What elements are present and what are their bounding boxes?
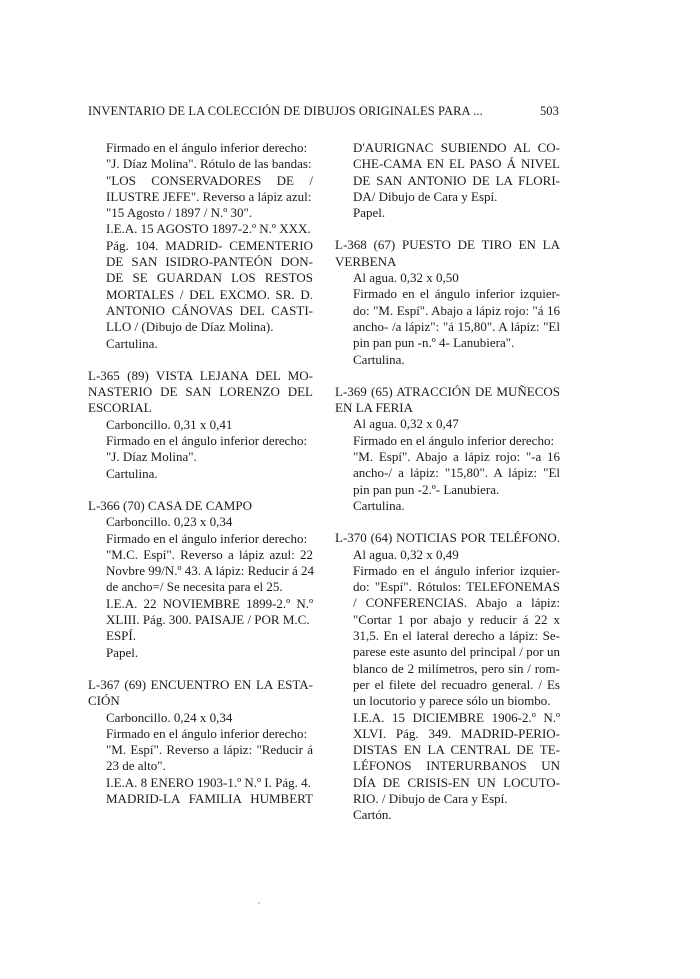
text-line: per el filete del recuadro general. / Es bbox=[353, 676, 560, 692]
text-line: ILUSTRE JEFE". Reverso a lápiz azul: bbox=[106, 188, 312, 204]
text-line: pin pan pun -n.º 4- Lanubiera". bbox=[353, 335, 515, 351]
text-line: EN LA FERIA bbox=[335, 400, 413, 416]
text-line: Firmado en el ángulo inferior derecho: bbox=[106, 530, 308, 546]
text-line: Firmado en el ángulo inferior derecho: bbox=[106, 140, 308, 155]
header-title: INVENTARIO DE LA COLECCIÓN DE DIBUJOS ORIGINALES PARA ... bbox=[88, 104, 483, 118]
text-line: I.E.A. 8 ENERO 1903-1.º N.º I. Pág. 4. bbox=[106, 774, 311, 790]
text-line: ancho- /a lápiz": "á 15,80". A lápiz: "El bbox=[353, 318, 560, 334]
text-line: XLVI. Pág. 349. MADRID-PERIO- bbox=[353, 725, 560, 741]
text-line: Al agua. 0,32 x 0,47 bbox=[353, 416, 459, 432]
text-line: NASTERIO DE SAN LORENZO DEL bbox=[88, 384, 313, 400]
text-line: Novbre 99/N.º 43. A lápiz: Reducir á 24 bbox=[106, 563, 315, 579]
text-line: blanco de 2 milímetros, pero sin / rom- bbox=[353, 660, 560, 676]
text-line: "LOS CONSERVADORES DE / bbox=[106, 172, 313, 188]
entry-spacer bbox=[335, 221, 560, 237]
text-line: L-368 (67) PUESTO DE TIRO EN LA bbox=[335, 237, 560, 253]
text-line: CIÓN bbox=[88, 693, 120, 709]
text-line: XLIII. Pág. 300. PAISAJE / POR M.C. bbox=[106, 612, 310, 628]
entry-spacer bbox=[88, 661, 313, 677]
text-line: 31,5. En el lateral derecho a lápiz: Se- bbox=[353, 628, 560, 644]
text-line: / CONFERENCIAS. Abajo a lápiz: bbox=[353, 595, 560, 611]
text-line: Cartulina. bbox=[353, 497, 405, 513]
text-line: VERBENA bbox=[335, 253, 397, 269]
text-line: L-365 (89) VISTA LEJANA DEL MO- bbox=[88, 367, 313, 383]
text-line: ancho-/ a lápiz: "15,80". A lápiz: "El bbox=[353, 465, 560, 481]
entry-spacer bbox=[335, 514, 560, 530]
text-line: "J. Díaz Molina". bbox=[106, 449, 197, 465]
text-line: pin pan pun -2.º- Lanubiera. bbox=[353, 481, 500, 497]
text-line: "M. Espí". Abajo a lápiz rojo: "-a 16 bbox=[353, 449, 560, 465]
text-line: D'AURIGNAC SUBIENDO AL CO- bbox=[353, 140, 560, 155]
text-line: MORTALES / DEL EXCMO. SR. D. bbox=[106, 286, 313, 302]
text-line: LLO / (Dibujo de Díaz Molina). bbox=[106, 319, 274, 335]
page-number: 503 bbox=[539, 104, 559, 118]
text-line: Firmado en el ángulo inferior izquier- bbox=[353, 286, 560, 302]
text-line: Carboncillo. 0,24 x 0,34 bbox=[106, 709, 233, 725]
text-line: DE SE GUARDAN LOS RESTOS bbox=[106, 270, 313, 286]
text-line: I.E.A. 22 NOVIEMBRE 1899-2.º N.º bbox=[106, 595, 313, 611]
text-line: ESPÍ. bbox=[106, 628, 136, 644]
running-header bbox=[88, 104, 559, 120]
text-line: LÉFONOS INTERURBANOS UN bbox=[353, 758, 560, 774]
text-line: Papel. bbox=[353, 205, 386, 221]
text-line: Carboncillo. 0,31 x 0,41 bbox=[106, 416, 233, 432]
text-line: "J. Díaz Molina". Rótulo de las bandas: bbox=[106, 156, 312, 172]
text-line: ESCORIAL bbox=[88, 400, 152, 416]
text-line: DISTAS EN LA CENTRAL DE TE- bbox=[353, 742, 560, 758]
text-line: Pág. 104. MADRID- CEMENTERIO bbox=[106, 237, 313, 253]
text-line: CHE-CAMA EN EL PASO Á NIVEL bbox=[353, 156, 560, 172]
text-line: Firmado en el ángulo inferior izquier- bbox=[353, 562, 560, 578]
text-line: Al agua. 0,32 x 0,50 bbox=[353, 270, 459, 286]
text-line: ANTONIO CÁNOVAS DEL CASTI- bbox=[106, 302, 313, 318]
left-column bbox=[88, 140, 313, 807]
text-line: Cartón. bbox=[353, 807, 392, 823]
text-line: DÍA DE CRISIS-EN UN LOCUTO- bbox=[353, 774, 560, 790]
text-line: DE SAN ISIDRO-PANTEÓN DON- bbox=[106, 254, 313, 270]
text-line: I.E.A. 15 AGOSTO 1897-2.º N.º XXX. bbox=[106, 221, 311, 237]
text-line: parese este asunto del principal / por un bbox=[353, 644, 560, 660]
text-line: MADRID-LA FAMILIA HUMBERT bbox=[106, 790, 313, 806]
text-line: "M.C. Espí". Reverso a lápiz azul: 22 bbox=[106, 546, 313, 562]
text-line: un locutorio y parece sólo un biombo. bbox=[353, 693, 551, 709]
text-line: do: "Espí". Rótulos: TELEFONEMAS bbox=[353, 579, 560, 595]
text-line: Cartulina. bbox=[106, 335, 158, 351]
right-column bbox=[335, 140, 560, 824]
text-line: L-370 (64) NOTICIAS POR TELÉFONO. bbox=[335, 530, 560, 546]
text-line: "15 Agosto / 1897 / N.º 30". bbox=[106, 205, 253, 221]
text-line: L-367 (69) ENCUENTRO EN LA ESTA- bbox=[88, 676, 313, 692]
text-line: DE SAN ANTONIO DE LA FLORI- bbox=[353, 172, 560, 188]
text-line: RIO. / Dibujo de Cara y Espí. bbox=[353, 790, 508, 806]
text-line: do: "M. Espí". Abajo a lápiz rojo: "á 16 bbox=[353, 302, 560, 318]
text-line: Firmado en el ángulo inferior derecho: bbox=[353, 432, 555, 448]
text-line: Cartulina. bbox=[106, 465, 158, 481]
text-line: Firmado en el ángulo inferior derecho: bbox=[106, 433, 308, 449]
text-line: de ancho=/ Se necesita para el 25. bbox=[106, 579, 283, 595]
text-line: 23 de alto". bbox=[106, 758, 166, 774]
text-line: I.E.A. 15 DICIEMBRE 1906-2.º N.º bbox=[353, 709, 560, 725]
text-line: L-369 (65) ATRACCIÓN DE MUÑECOS bbox=[335, 383, 560, 399]
text-line: "Cortar 1 por abajo y reducir á 22 x bbox=[353, 611, 560, 627]
text-line: DA/ Dibujo de Cara y Espí. bbox=[353, 188, 498, 204]
text-line: Cartulina. bbox=[353, 351, 405, 367]
text-line: Carboncillo. 0,23 x 0,34 bbox=[106, 514, 233, 530]
text-line: Firmado en el ángulo inferior derecho: bbox=[106, 725, 308, 741]
text-line: "M. Espí". Reverso a lápiz: "Reducir á bbox=[106, 742, 313, 758]
entry-spacer bbox=[88, 352, 313, 368]
entry-spacer bbox=[88, 482, 313, 498]
text-line: Al agua. 0,32 x 0,49 bbox=[353, 546, 459, 562]
scan-speck bbox=[258, 902, 260, 904]
text-line: L-366 (70) CASA DE CAMPO bbox=[88, 497, 252, 513]
text-line: Papel. bbox=[106, 644, 139, 660]
entry-spacer bbox=[335, 368, 560, 384]
